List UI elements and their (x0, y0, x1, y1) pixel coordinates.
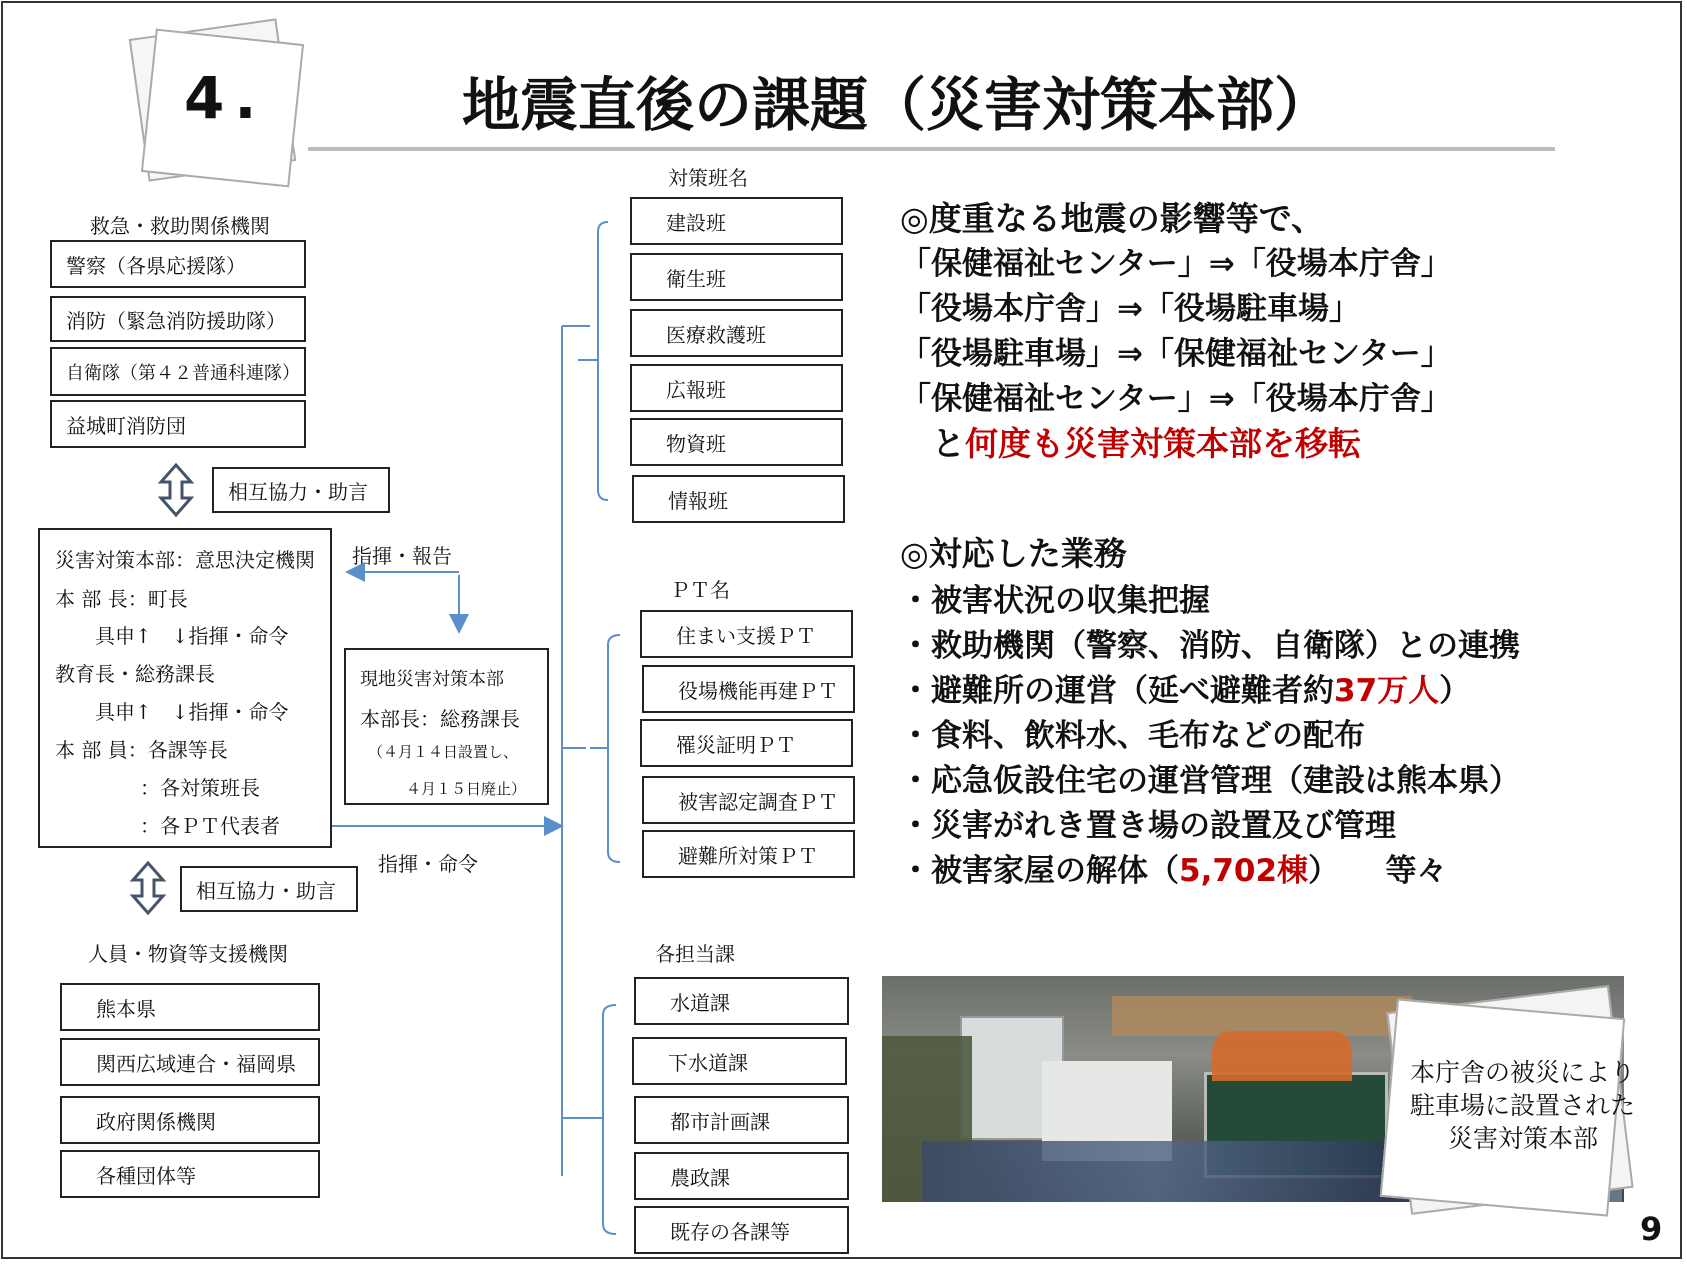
relocation-move-2: 「役場本庁舎」⇒「役場駐車場」 (900, 291, 1360, 327)
dept-sewer: 下水道課 (632, 1037, 847, 1085)
photo-caption-line-2: 駐車場に設置された (1410, 1091, 1636, 1120)
demolition-count: 5,702棟 (1179, 853, 1309, 889)
dept-city-planning: 都市計画課 (634, 1096, 849, 1144)
team-heading: 対策班名 (668, 166, 748, 190)
mutual-cooperation-top: 相互協力・助言 (212, 467, 390, 513)
support-heading: 人員・物資等支援機関 (88, 942, 288, 966)
relocation-heading: ◎度重なる地震の影響等で、 (900, 199, 1325, 238)
team-information: 情報班 (632, 475, 845, 523)
dept-water: 水道課 (634, 977, 849, 1025)
photo-caption-line-1: 本庁舎の被災により (1410, 1058, 1636, 1087)
hq-line-2: 本 部 長：町長 (55, 587, 188, 611)
pt-heading: ＰＴ名 (670, 578, 730, 602)
page-title: 地震直後の課題（災害対策本部） (462, 71, 1333, 139)
hq-line-6: 本 部 員：各課等長 (55, 738, 228, 762)
hq-line-4: 教育長・総務課長 (55, 662, 215, 686)
rescue-item-fire-corps: 益城町消防団 (50, 400, 306, 448)
hq-line-7: ：各対策班長 (140, 776, 260, 800)
rescue-item-police: 警察（各県応援隊） (50, 240, 306, 288)
rescue-item-fire: 消防（緊急消防援助隊） (50, 296, 306, 342)
pt-disaster-certificate: 罹災証明ＰＴ (640, 719, 853, 767)
photo-caption-line-3: 災害対策本部 (1448, 1124, 1599, 1153)
local-hq-line-1: 現地災害対策本部 (360, 669, 504, 690)
task-item-2: ・救助機関（警察、消防、自衛隊）との連携 (900, 628, 1520, 664)
task-item-1: ・被害状況の収集把握 (900, 583, 1210, 619)
support-item-government: 政府関係機関 (60, 1096, 320, 1144)
photo-boxes (1112, 996, 1412, 1036)
photo-responders-orange (1212, 1031, 1352, 1081)
relocation-move-1: 「保健福祉センター」⇒「役場本庁舎」 (900, 246, 1452, 282)
relocation-conclusion-prefix: と (932, 424, 965, 463)
rescue-heading: 救急・救助関係機関 (90, 214, 270, 238)
team-sanitation: 衛生班 (630, 253, 843, 301)
page-number: 9 (1640, 1210, 1663, 1248)
hq-line-1: 災害対策本部：意思決定機関 (55, 548, 315, 572)
task-item-7-close: ） 等々 (1308, 853, 1448, 889)
team-construction: 建設班 (630, 197, 843, 245)
dept-heading: 各担当課 (655, 942, 735, 966)
hq-line-3: 具申↑ ↓指揮・命令 (95, 624, 289, 648)
task-item-3-text: ・避難所の運営（延べ避難者約 (900, 673, 1334, 709)
support-item-kansai-fukuoka: 関西広域連合・福岡県 (60, 1038, 320, 1086)
task-item-7-text: ・被害家屋の解体（ (900, 853, 1179, 889)
relocation-conclusion (932, 418, 1361, 465)
pt-office-rebuild: 役場機能再建ＰＴ (642, 665, 855, 713)
support-item-organizations: 各種団体等 (60, 1150, 320, 1198)
tasks-heading: ◎対応した業務 (900, 534, 1127, 573)
team-public-relations: 広報班 (630, 364, 843, 412)
task-item-5: ・応急仮設住宅の運営管理（建設は熊本県） (900, 763, 1520, 799)
task-item-4: ・食料、飲料水、毛布などの配布 (900, 718, 1365, 754)
pt-housing-support: 住まい支援ＰＴ (640, 610, 853, 658)
section-number: 4. (184, 64, 267, 132)
mutual-cooperation-bottom: 相互協力・助言 (180, 866, 358, 912)
team-supplies: 物資班 (630, 418, 843, 466)
relocation-move-4: 「保健福祉センター」⇒「役場本庁舎」 (900, 381, 1452, 417)
task-item-6: ・災害がれき置き場の設置及び管理 (900, 808, 1396, 844)
command-report-label: 指揮・報告 (352, 544, 452, 568)
rescue-item-sdf: 自衛隊（第４２普通科連隊） (50, 347, 306, 396)
task-item-3-close: ） (1439, 673, 1471, 709)
hq-line-5: 具申↑ ↓指揮・命令 (95, 700, 289, 724)
hq-line-8: ：各ＰＴ代表者 (140, 814, 280, 838)
local-hq-line-4: ４月１５日廃止） (406, 780, 527, 798)
pt-shelter: 避難所対策ＰＴ (642, 830, 855, 878)
dept-existing-departments: 既存の各課等 (634, 1206, 849, 1254)
support-item-prefecture: 熊本県 (60, 983, 320, 1031)
relocation-move-3: 「役場駐車場」⇒「保健福祉センター」 (900, 336, 1452, 372)
team-medical: 医療救護班 (630, 309, 843, 357)
evacuee-count: 37万人 (1334, 673, 1440, 709)
local-hq-line-2: 本部長：総務課長 (360, 707, 520, 731)
command-order-label: 指揮・命令 (378, 852, 478, 876)
dept-agriculture: 農政課 (634, 1152, 849, 1200)
relocation-conclusion-highlight: 何度も災害対策本部を移転 (965, 424, 1361, 463)
local-hq-line-3: （４月１４日設置し、 (368, 743, 519, 761)
pt-damage-survey: 被害認定調査ＰＴ (642, 776, 855, 824)
task-item-3 (900, 665, 1470, 710)
task-item-7 (900, 845, 1448, 890)
